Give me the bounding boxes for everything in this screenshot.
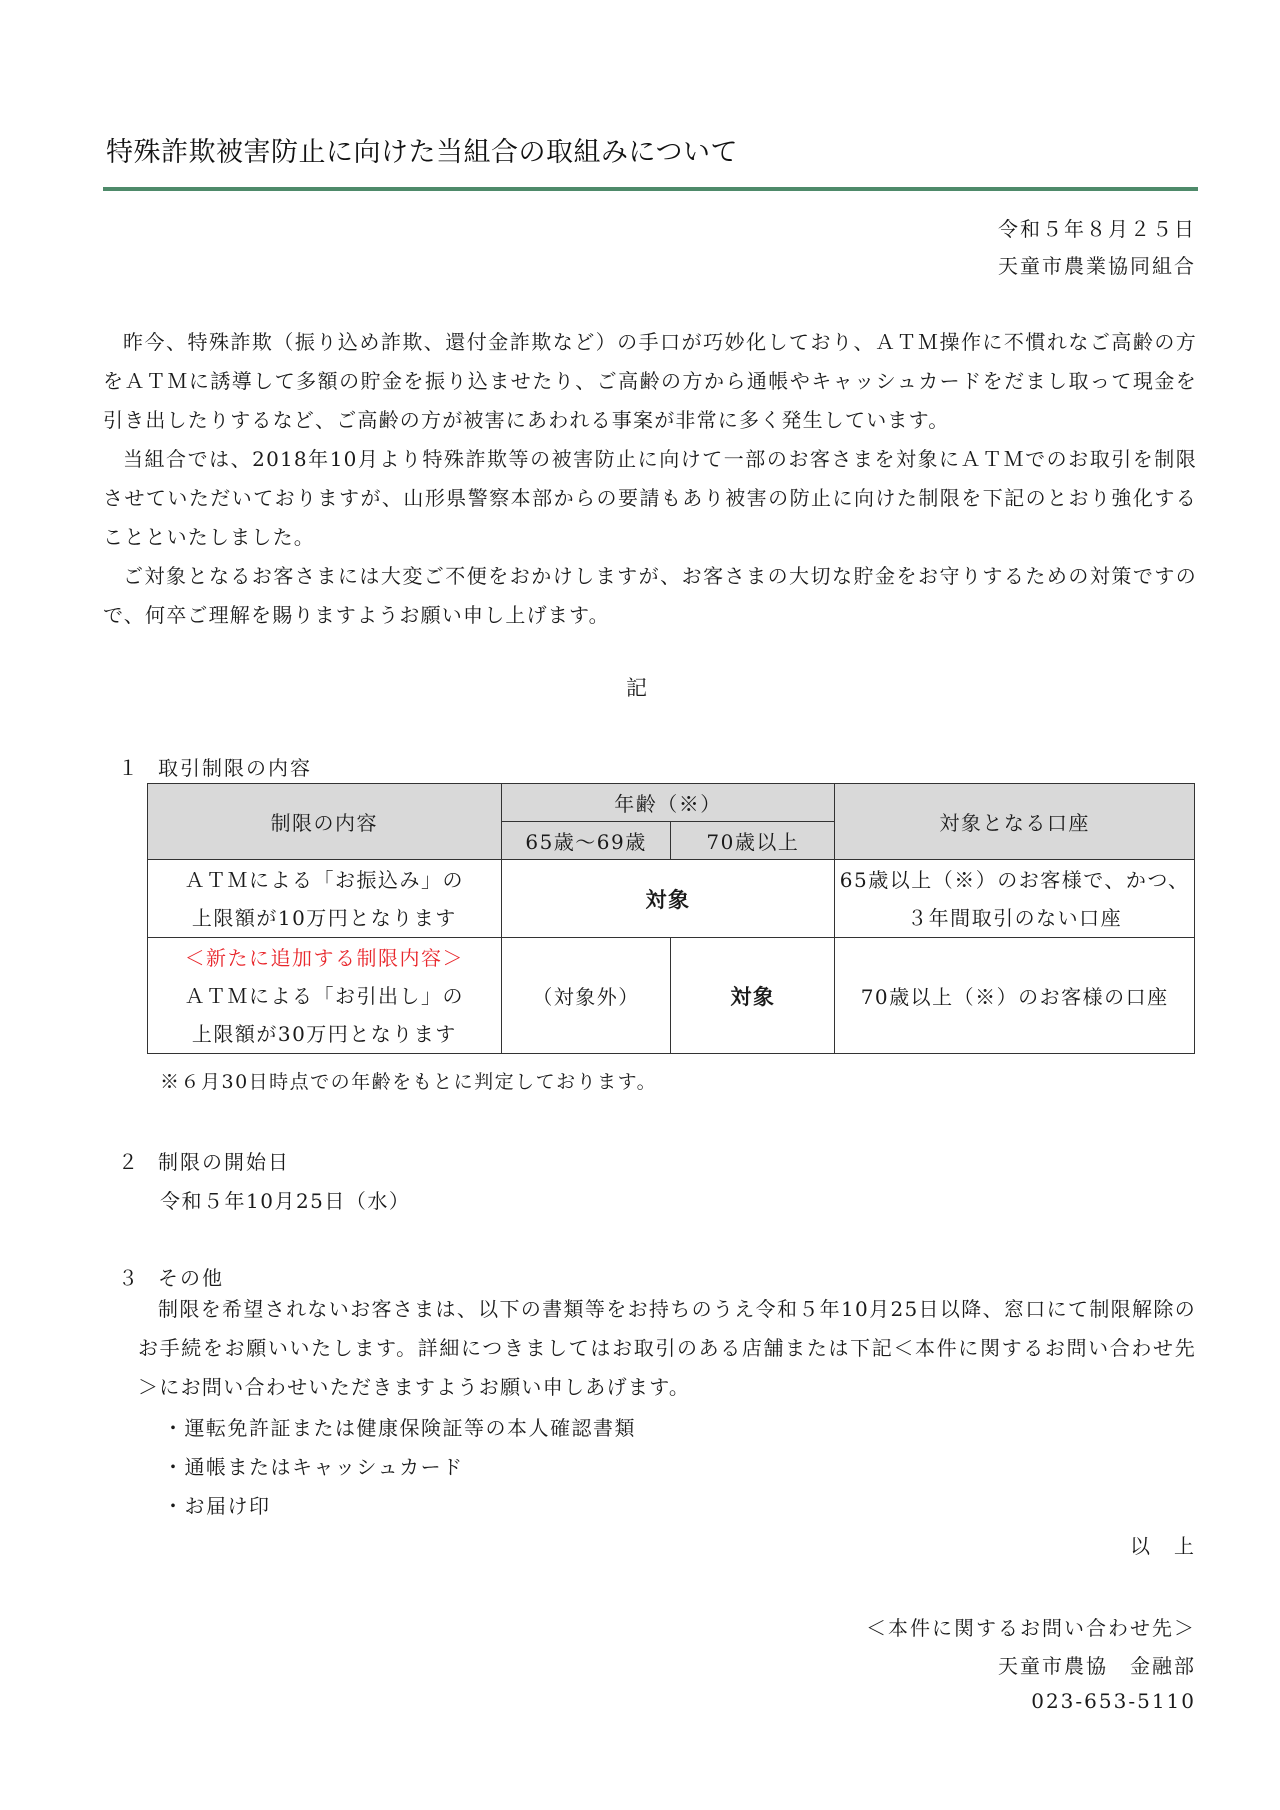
contact-heading: ＜本件に関するお問い合わせ先＞ bbox=[866, 1616, 1196, 1640]
contact-department: 天童市農協 金融部 bbox=[998, 1654, 1196, 1678]
list-item: ・運転免許証または健康保険証等の本人確認書類 bbox=[163, 1416, 636, 1440]
start-date: 令和５年10月25日（水） bbox=[160, 1189, 411, 1213]
section-2-number: ２ bbox=[118, 1150, 140, 1174]
new-restriction-label: ＜新たに追加する制限内容＞ bbox=[184, 945, 465, 970]
title-underline bbox=[103, 187, 1198, 191]
table-row bbox=[148, 938, 1195, 1054]
header-age-70-plus: 70歳以上 bbox=[671, 822, 835, 860]
section-3-title: その他 bbox=[158, 1266, 224, 1290]
intro-text bbox=[103, 323, 1197, 635]
row2-age-70-plus: 対象 bbox=[671, 938, 835, 1054]
section-2-title: 制限の開始日 bbox=[158, 1150, 290, 1174]
section-3-body bbox=[138, 1290, 1196, 1407]
row2-content bbox=[148, 938, 502, 1054]
list-item: ・通帳またはキャッシュカード bbox=[163, 1455, 464, 1479]
ki-heading: 記 bbox=[626, 676, 647, 700]
section-3-paragraph: 制限を希望されないお客さまは、以下の書類等をお持ちのうえ令和５年10月25日以降、窓口にて制限解除のお手続をお願いいたします。詳細につきましてはお取引のある店舗または下記＜本件に関するお問い合わせ先＞にお問い合わせいただきますようお願い申しあげます。 bbox=[138, 1297, 1196, 1399]
row1-account bbox=[835, 860, 1195, 938]
section-1-number: １ bbox=[118, 756, 140, 780]
intro-paragraph-2: 当組合では、2018年10月より特殊詐欺等の被害防止に向けて一部のお客さまを対象にＡＴＭでのお取引を制限させていただいておりますが、山形県警察本部からの要請もあり被害の防止に向けた制限を下記のとおり強化することといたしました。 bbox=[103, 447, 1197, 549]
row1-account-line2: ３年間取引のない口座 bbox=[907, 905, 1123, 930]
required-documents-list bbox=[163, 1409, 636, 1526]
section-3-number: ３ bbox=[118, 1266, 140, 1290]
closing-ijo: 以 上 bbox=[1130, 1534, 1196, 1558]
contact-phone: 023-653-5110 bbox=[1031, 1689, 1196, 1713]
section-3-heading bbox=[118, 1262, 224, 1291]
row2-content-line2: 上限額が30万円となります bbox=[191, 1021, 457, 1046]
row2-age-65-69: （対象外） bbox=[501, 938, 671, 1054]
section-1-heading bbox=[118, 752, 312, 781]
intro-paragraph-3: ご対象となるお客さまには大変ご不便をおかけしますが、お客さまの大切な貯金をお守りするための対策ですので、何卒ご理解を賜りますようお願い申し上げます。 bbox=[103, 564, 1197, 627]
row1-content bbox=[148, 860, 502, 938]
restriction-table bbox=[147, 783, 1195, 1054]
document-title: 特殊詐欺被害防止に向けた当組合の取組みについて bbox=[106, 137, 738, 168]
list-item: ・お届け印 bbox=[163, 1494, 271, 1518]
intro-paragraph-1: 昨今、特殊詐欺（振り込め詐欺、還付金詐欺など）の手口が巧妙化しており、ＡＴＭ操作に不慣れなご高齢の方をＡＴＭに誘導して多額の貯金を振り込ませたり、ご高齢の方から通帳やキャッシュカードをだまし取って現金を引き出したりするなど、ご高齢の方が被害にあわれる事案が非常に多く発生しています。 bbox=[103, 330, 1197, 432]
row2-content-line1: ＡＴＭによる「お引出し」の bbox=[184, 983, 465, 1008]
issuer-name: 天童市農業協同組合 bbox=[998, 254, 1196, 278]
age-note: ※６月30日時点での年齢をもとに判定しております。 bbox=[160, 1071, 658, 1093]
section-2-heading bbox=[118, 1146, 290, 1175]
issue-date: 令和５年８月２５日 bbox=[998, 217, 1196, 241]
header-content: 制限の内容 bbox=[148, 784, 502, 860]
section-1-title: 取引制限の内容 bbox=[158, 756, 312, 780]
row2-account: 70歳以上（※）のお客様の口座 bbox=[835, 938, 1195, 1054]
row1-account-line1: 65歳以上（※）のお客様で、かつ、 bbox=[839, 867, 1190, 892]
row1-age-target: 対象 bbox=[501, 860, 835, 938]
row1-content-line2: 上限額が10万円となります bbox=[191, 905, 457, 930]
table-row bbox=[148, 860, 1195, 938]
header-age-65-69: 65歳～69歳 bbox=[501, 822, 671, 860]
header-account: 対象となる口座 bbox=[835, 784, 1195, 860]
header-age: 年齢（※） bbox=[501, 784, 835, 822]
row1-content-line1: ＡＴＭによる「お振込み」の bbox=[184, 867, 465, 892]
